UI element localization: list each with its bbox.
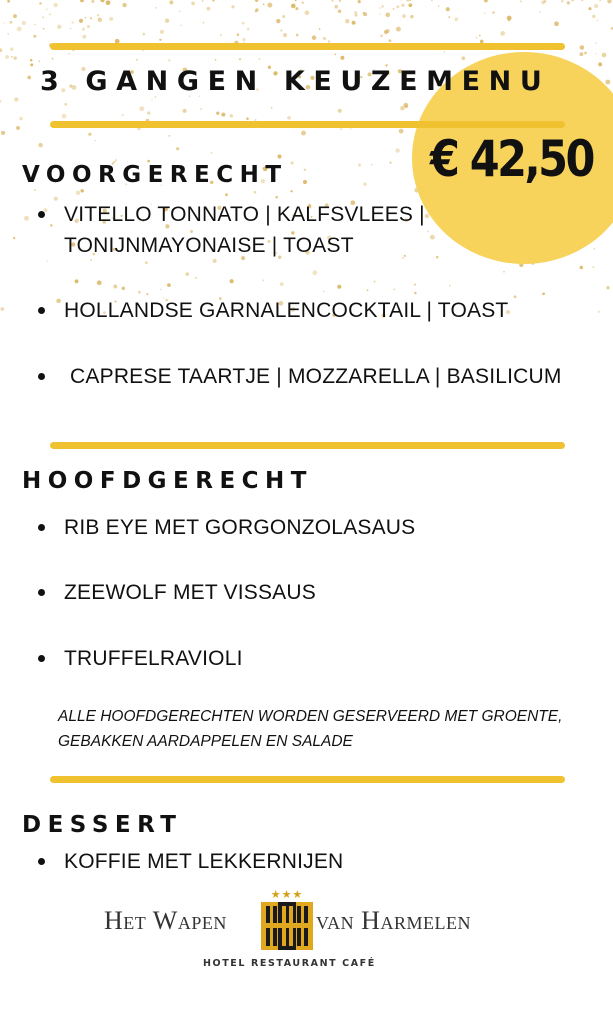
confetti-dot [476,37,478,39]
confetti-dot [598,62,602,66]
confetti-dot [271,107,273,109]
confetti-dot [70,28,72,30]
confetti-dot [340,56,344,60]
confetti-dot [282,15,285,18]
confetti-dot [580,45,585,50]
note-line: GEBAKKEN AARDAPPELEN EN SALADE [58,733,353,750]
confetti-dot [390,162,392,164]
confetti-dot [95,140,97,142]
confetti-dot [338,9,342,13]
main-course-note [58,704,588,754]
confetti-dot [408,3,412,7]
confetti-dot [276,19,280,23]
divider-under-title [50,121,565,128]
confetti-dot [1,307,5,311]
confetti-dot [295,0,297,1]
confetti-dot [305,11,310,16]
confetti-dot [607,0,611,3]
confetti-dot [85,17,87,19]
confetti-dot [605,80,610,85]
confetti-dot [340,128,342,130]
confetti-dot [291,4,296,9]
confetti-dot [393,8,395,10]
list-item [38,577,316,608]
confetti-dot [10,47,14,51]
confetti-dot [339,0,341,2]
confetti-dot [323,37,326,40]
confetti-dot [230,279,234,283]
confetti-dot [291,161,294,164]
divider-top [50,43,565,50]
confetti-dot [363,182,366,185]
note-line: ALLE HOOFDGERECHTEN WORDEN GESERVEERD MET GROENTE, [58,708,563,725]
confetti-dot [358,0,361,3]
confetti-dot [371,164,373,166]
confetti-dot [401,0,402,1]
confetti-dot [142,33,145,36]
confetti-dot [386,29,390,33]
confetti-dot [579,52,583,56]
confetti-dot [230,114,233,117]
confetti-dot [544,0,546,2]
confetti-dot [168,59,170,61]
confetti-dot [539,11,541,13]
confetti-dot [80,189,83,192]
confetti-dot [287,116,291,120]
confetti-dot [374,281,376,283]
hotel-logo [104,888,514,978]
confetti-dot [594,4,598,8]
confetti-dot [113,285,117,289]
list-item-text: HOLLANDSE GARNALENCOCKTAIL | TOAST [64,299,509,322]
list-item-text: ZEEWOLF MET VISSAUS [64,581,316,604]
divider-main-dessert [50,776,565,783]
confetti-dot [332,0,334,2]
confetti-dot [239,58,241,60]
bullet-icon [38,524,45,531]
confetti-dot [449,285,450,286]
confetti-dot [24,216,29,221]
confetti-dot [30,63,33,66]
confetti-dot [254,191,257,194]
bullet-icon [38,589,45,596]
confetti-dot [554,21,559,26]
list-item-text: TRUFFELRAVIOLI [64,647,243,670]
confetti-dot [438,5,439,6]
confetti-dot [0,48,2,52]
confetti-dot [431,0,433,1]
confetti-dot [0,100,2,103]
list-item [38,846,343,877]
confetti-dot [337,285,341,289]
confetti-dot [405,105,409,109]
confetti-dot [334,54,336,56]
confetti-dot [165,19,169,23]
confetti-dot [64,103,67,106]
list-item [38,199,425,261]
confetti-dot [72,21,74,23]
confetti-dot [323,291,325,293]
confetti-dot [159,39,161,41]
confetti-dot [581,0,583,1]
confetti-dot [367,289,369,291]
divider-starter-main [50,442,565,449]
confetti-dot [242,22,245,25]
confetti-dot [115,159,117,161]
confetti-dot [46,8,48,10]
confetti-dot [380,34,383,37]
confetti-dot [345,19,349,23]
confetti-dot [181,25,182,26]
confetti-dot [277,154,281,158]
confetti-dot [202,0,203,1]
confetti-dot [247,28,250,31]
confetti-dot [176,147,179,150]
confetti-dot [76,191,80,195]
confetti-dot [446,7,450,11]
confetti-dot [220,34,222,36]
menu-title: 3 GANGEN KEUZEMENU [40,66,551,97]
list-item [38,643,243,674]
confetti-dot [414,284,416,286]
confetti-dot [62,114,67,119]
confetti-dot [595,42,597,44]
confetti-dot [588,7,591,10]
confetti-dot [97,280,102,285]
confetti-dot [169,0,173,4]
confetti-dot [595,53,596,54]
confetti-dot [195,277,197,279]
bullet-icon [38,655,45,662]
confetti-dot [492,11,495,14]
confetti-dot [122,3,126,7]
confetti-dot [427,231,429,233]
confetti-dot [122,114,124,116]
star-rating-icon: ★★★ [270,888,304,901]
confetti-dot [80,0,84,2]
confetti-dot [145,261,148,264]
confetti-dot [183,109,187,113]
confetti-dot [75,279,79,283]
confetti-dot [430,235,435,240]
confetti-dot [200,108,202,110]
confetti-dot [592,266,594,268]
confetti-dot [160,30,164,34]
confetti-dot [350,128,351,129]
list-item-text: RIB EYE MET GORGONZOLASAUS [64,516,416,539]
confetti-dot [358,163,361,166]
confetti-dot [225,193,228,196]
confetti-dot [385,12,390,17]
section-heading-dessert: DESSERT [22,812,183,838]
confetti-dot [461,56,465,60]
logo-name-right: van Harmelen [316,906,471,935]
confetti-dot [514,295,517,298]
confetti-dot [406,0,409,2]
list-item [38,295,508,326]
confetti-dot [295,7,298,10]
confetti-dot [9,21,12,24]
confetti-dot [396,5,399,8]
confetti-dot [38,60,40,62]
confetti-dot [280,282,284,286]
confetti-dot [216,112,219,115]
confetti-dot [179,10,181,12]
confetti-dot [444,51,445,52]
list-item-text: CAPRESE TAARTJE | MOZZARELLA | BASILICUM [64,365,562,388]
confetti-dot [503,271,505,273]
confetti-dot [410,15,413,18]
confetti-dot [520,1,521,2]
confetti-dot [136,59,138,61]
confetti-dot [399,129,404,134]
list-item-text: KOFFIE MET LEKKERNIJEN [64,850,344,873]
confetti-dot [396,27,401,32]
confetti-dot [231,5,234,8]
confetti-dot [599,0,601,1]
confetti-dot [479,35,481,37]
confetti-dot [33,35,36,38]
logo-mark-icon [261,902,313,950]
list-item [38,512,415,543]
confetti-dot [302,2,304,4]
logo-name-left: Het Wapen [104,906,227,935]
confetti-dot [90,17,92,19]
confetti-dot [68,53,70,55]
confetti-dot [283,33,287,37]
confetti-dot [354,11,357,14]
confetti-dot [49,14,51,16]
confetti-dot [561,0,564,2]
list-item-text: VITELLO TONNATO | KALFSVLEES | [64,203,425,226]
confetti-dot [52,58,54,60]
confetti-dot [7,0,10,3]
confetti-dot [402,14,406,18]
logo-tagline: HOTEL RESTAURANT CAFÉ [203,958,376,969]
confetti-dot [500,31,505,36]
confetti-dot [97,14,99,16]
confetti-dot [212,0,214,2]
confetti-dot [571,0,574,1]
confetti-dot [484,12,486,14]
confetti-dot [1,131,5,135]
confetti-dot [355,14,358,17]
confetti-dot [106,0,111,5]
confetti-dot [211,152,213,154]
confetti-dot [39,2,42,5]
confetti-dot [454,17,458,21]
confetti-dot [19,117,23,121]
confetti-dot [57,25,61,29]
confetti-dot [363,12,365,14]
bullet-icon [38,307,45,314]
confetti-dot [91,0,94,3]
confetti-dot [221,113,225,117]
confetti-dot [592,15,595,18]
confetti-dot [606,286,609,289]
confetti-dot [394,289,396,291]
confetti-dot [82,28,85,31]
confetti-dot [43,28,45,30]
confetti-dot [82,35,86,39]
confetti-dot [436,256,439,259]
confetti-dot [262,279,264,281]
confetti-dot [507,16,512,21]
confetti-dot [155,7,156,8]
confetti-dot [290,190,292,192]
confetti-dot [400,106,405,111]
confetti-dot [301,131,306,136]
confetti-dot [280,29,282,31]
list-item [38,361,562,392]
confetti-dot [334,5,338,9]
confetti-dot [34,189,36,191]
confetti-dot [11,56,13,58]
confetti-dot [167,283,171,287]
confetti-dot [206,7,210,11]
confetti-dot [255,10,257,12]
confetti-dot [215,59,217,61]
confetti-dot [352,21,356,25]
confetti-dot [409,0,411,1]
confetti-dot [448,16,450,18]
confetti-dot [312,35,317,40]
confetti-dot [246,117,249,120]
confetti-dot [34,24,36,26]
confetti-dot [338,109,342,113]
confetti-dot [109,17,113,21]
section-heading-main: HOOFDGERECHT [22,468,313,494]
confetti-dot [27,76,31,80]
confetti-dot [30,59,33,62]
confetti-dot [255,0,258,2]
confetti-dot [87,25,90,28]
bullet-icon [38,858,45,865]
confetti-dot [147,111,150,114]
confetti-dot [259,58,261,60]
confetti-dot [312,270,317,275]
confetti-dot [13,14,17,18]
confetti-dot [122,287,125,290]
section-heading-starter: VOORGERECHT [22,162,288,188]
confetti-dot [580,266,584,270]
confetti-dot [303,180,307,184]
confetti-dot [203,22,205,24]
confetti-dot [267,3,272,8]
confetti-dot [584,52,587,55]
confetti-dot [14,97,18,101]
confetti-dot [4,23,5,24]
bullet-icon [38,211,45,218]
confetti-dot [38,143,43,148]
confetti-dot [602,53,607,58]
confetti-dot [379,14,380,15]
confetti-dot [319,28,321,30]
confetti-dot [17,27,22,32]
confetti-dot [389,39,392,42]
confetti-dot [16,126,20,130]
confetti-dot [13,237,15,239]
menu-price: € 42,50 [430,130,593,188]
confetti-dot [42,17,44,19]
confetti-dot [401,4,404,7]
confetti-dot [594,248,595,249]
confetti-dot [22,21,26,25]
confetti-dot [381,5,384,8]
confetti-dot [138,291,141,294]
confetti-dot [395,148,399,152]
confetti-dot [379,7,381,9]
confetti-dot [296,34,299,37]
bullet-icon [38,373,45,380]
confetti-dot [169,135,171,137]
confetti-dot [263,4,265,6]
confetti-dot [414,292,416,294]
confetti-dot [191,1,195,5]
confetti-dot [237,34,239,36]
confetti-dot [53,3,57,7]
confetti-dot [7,33,9,35]
confetti-dot [185,272,188,275]
confetti-dot [542,292,545,295]
confetti-dot [14,56,17,59]
confetti-dot [79,19,83,23]
list-item-text: TONIJNMAYONAISE | TOAST [64,234,354,257]
confetti-dot [598,311,600,313]
confetti-dot [98,18,103,23]
confetti-dot [5,55,9,59]
confetti-dot [567,1,571,5]
confetti-dot [88,133,91,136]
confetti-dot [304,169,306,171]
confetti-dot [242,38,245,41]
confetti-dot [160,289,162,291]
confetti-dot [151,99,152,100]
confetti-dot [597,19,599,21]
confetti-dot [139,106,144,111]
